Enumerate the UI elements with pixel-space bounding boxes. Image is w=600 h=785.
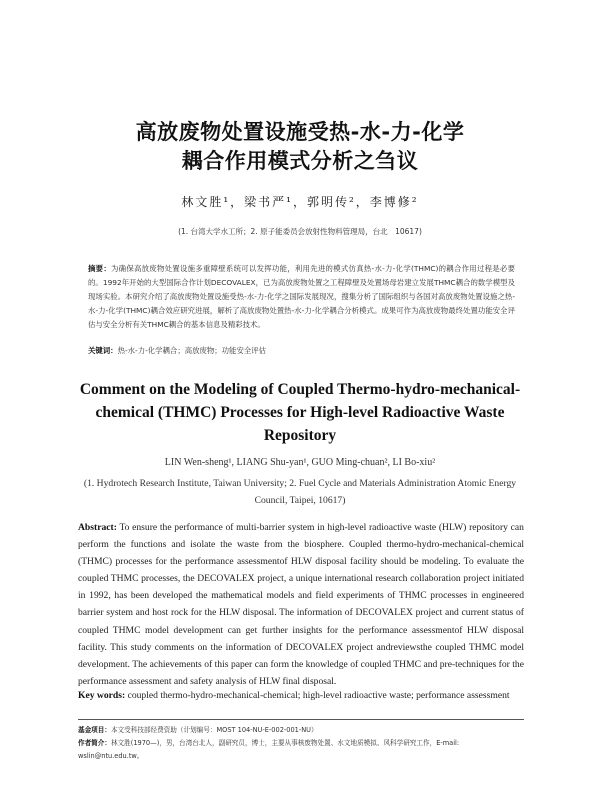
english-keywords-label: Key words: xyxy=(78,690,126,701)
footnote-fund xyxy=(78,724,524,737)
footnote-fund-text: 本文受科技部经费资助（计划编号：MOST 104-NU-E-002-001-NU） xyxy=(110,726,318,734)
footnote-author-text: 林文胜(1970—)，男，台湾台北人，副研究员，博士，主要从事核废物处置、水文地质模拟、风科学研究工作，E-mail: wslin@ntu.edu.tw。 xyxy=(78,739,460,760)
english-abstract xyxy=(78,519,524,690)
english-authors: LIN Wen-sheng¹, LIANG Shu-yan¹, GUO Ming-chuan², LI Bo-xiu² xyxy=(164,457,436,468)
english-keywords xyxy=(78,689,524,703)
chinese-abstract-label: 摘要： xyxy=(88,264,111,273)
chinese-keywords xyxy=(88,345,515,356)
english-affiliation: (1. Hydrotech Research Institute, Taiwan University; 2. Fuel Cycle and Materials Administration Atomic Energy Council, Taipei, 10617) xyxy=(83,478,517,506)
chinese-authors: 林文胜¹，梁书严¹，郭明传²，李博修² xyxy=(181,195,419,209)
chinese-affiliation: (1. 台湾大学水工所；2. 原子能委员会放射性物料管理局，台北 10617) xyxy=(178,227,422,236)
chinese-abstract xyxy=(88,262,515,332)
english-title: Comment on the Modeling of Coupled Thermo-hydro-mechanical-chemical (THMC) Processes for High-level Radioactive Waste Repository xyxy=(79,381,521,444)
footnote-author xyxy=(78,737,524,763)
chinese-keywords-text: 热-水-力-化学耦合；高放废物；功能安全评估 xyxy=(117,346,267,355)
english-abstract-label: Abstract: xyxy=(78,522,117,533)
chinese-keywords-label: 关键词： xyxy=(88,346,118,355)
chinese-title-line-1: 高放废物处置设施受热-水-力-化学 xyxy=(135,120,465,144)
chinese-title-line-2: 耦合作用模式分析之刍议 xyxy=(181,149,419,173)
english-keywords-text: coupled thermo-hydro-mechanical-chemical; high-level radioactive waste; performance assessment xyxy=(127,690,510,701)
footnote-divider xyxy=(78,719,524,720)
footnote-fund-label: 基金项目： xyxy=(78,726,111,734)
chinese-abstract-text: 为确保高放废物处置设施多重障壁系统可以发挥功能，利用先进的模式仿真热-水-力-化学(THMC)的耦合作用过程是必要的。1992年开始的大型国际合作计划DECOVALEX，已为高放废物处置之工程障壁及处置场母岩建立发展THMC耦合的数学模型及现场实验。本研究介绍了高放废物处置设施受热-水-力-化学之国际发展现况，搜集分析了国际组织与各国对高放废物处置设施之热-水-力-化学(THMC)耦合效应研究进展，解析了高放废物处置热-水-力-化学耦合分析模式。成果可作为高放废物最终处置功能安全评估与安全分析有关THMC耦合的基本信息及精彩技术。 xyxy=(88,264,515,329)
footnote xyxy=(78,724,524,763)
footnote-author-label: 作者简介： xyxy=(78,739,111,747)
english-abstract-text: To ensure the performance of multi-barrier system in high-level radioactive waste (HLW) repository can perform the functions and isolate the waste from the biosphere. Coupled thermo-hydro-mechanical-chemical (THMC) processes for the performance assessmentof HLW disposal facility should be modeling. To evaluate the coupled THMC processes, the DECOVALEX project, a unique international research collaboration project initiated in 1992, has been developed the mathematical models and field experiments of THMC processes in engineered barrier system and host rock for the HLW disposal. The information of DECOVALEX project and current status of coupled THMC model development can get further insights for the performance assessmentof HLW disposal facility. This study comments on the information of DECOVALEX project andreviewsthe coupled THMC model development. The achievements of this paper can form the knowledge of coupled THMC and pre-techniques for the performance assessment and safety analysis of HLW final disposal. xyxy=(78,522,524,687)
